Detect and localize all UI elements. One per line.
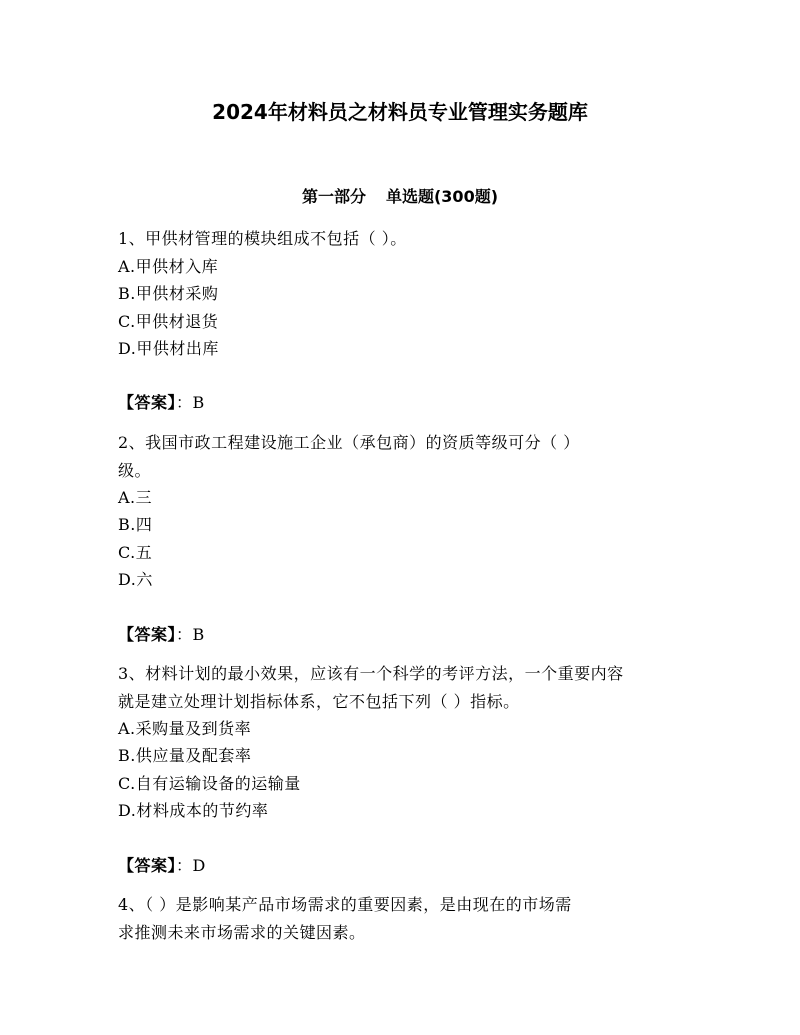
question-3-option-d: D.材料成本的节约率	[118, 801, 269, 820]
question-2-option-b: B.四	[118, 515, 153, 534]
question-1-answer	[118, 390, 205, 413]
section-name: 单选题(300题)	[385, 187, 499, 206]
question-3-stem-line-2: 就是建立处理计划指标体系，它不包括下列（ ）指标。	[118, 692, 520, 711]
question-1-option-a: A.甲供材入库	[118, 257, 219, 276]
answer-value: ：D	[176, 856, 206, 875]
question-2-stem-line-2: 级。	[118, 461, 152, 480]
question-4-stem-line-2: 求推测未来市场需求的关键因素。	[118, 923, 366, 942]
question-3-answer	[118, 853, 206, 876]
question-3-stem-line-1: 3、材料计划的最小效果，应该有一个科学的考评方法，一个重要内容	[118, 664, 624, 683]
question-3-option-b: B.供应量及配套率	[118, 746, 252, 765]
section-heading	[0, 184, 800, 207]
section-part: 第一部分	[301, 187, 366, 206]
question-2-stem-line-1: 2、我国市政工程建设施工企业（承包商）的资质等级可分（ ）	[118, 433, 580, 452]
answer-value: ：B	[176, 393, 205, 412]
question-2-option-a: A.三	[118, 488, 153, 507]
answer-label: 【答案】	[118, 856, 177, 875]
answer-label: 【答案】	[118, 393, 177, 412]
question-2-option-d: D.六	[118, 570, 153, 589]
question-1-stem: 1、甲供材管理的模块组成不包括（ ）。	[118, 229, 407, 248]
question-2-answer	[118, 622, 205, 645]
question-4-stem-line-1: 4、（ ）是影响某产品市场需求的重要因素，是由现在的市场需	[118, 895, 572, 914]
question-1-option-c: C.甲供材退货	[118, 312, 219, 331]
question-3-option-c: C.自有运输设备的运输量	[118, 774, 301, 793]
question-2-option-c: C.五	[118, 543, 153, 562]
question-1-option-b: B.甲供材采购	[118, 284, 219, 303]
question-1-option-d: D.甲供材出库	[118, 339, 219, 358]
document-title: 2024年材料员之材料员专业管理实务题库	[212, 100, 588, 124]
answer-label: 【答案】	[118, 625, 177, 644]
answer-value: ：B	[176, 625, 205, 644]
question-3-option-a: A.采购量及到货率	[118, 719, 252, 738]
